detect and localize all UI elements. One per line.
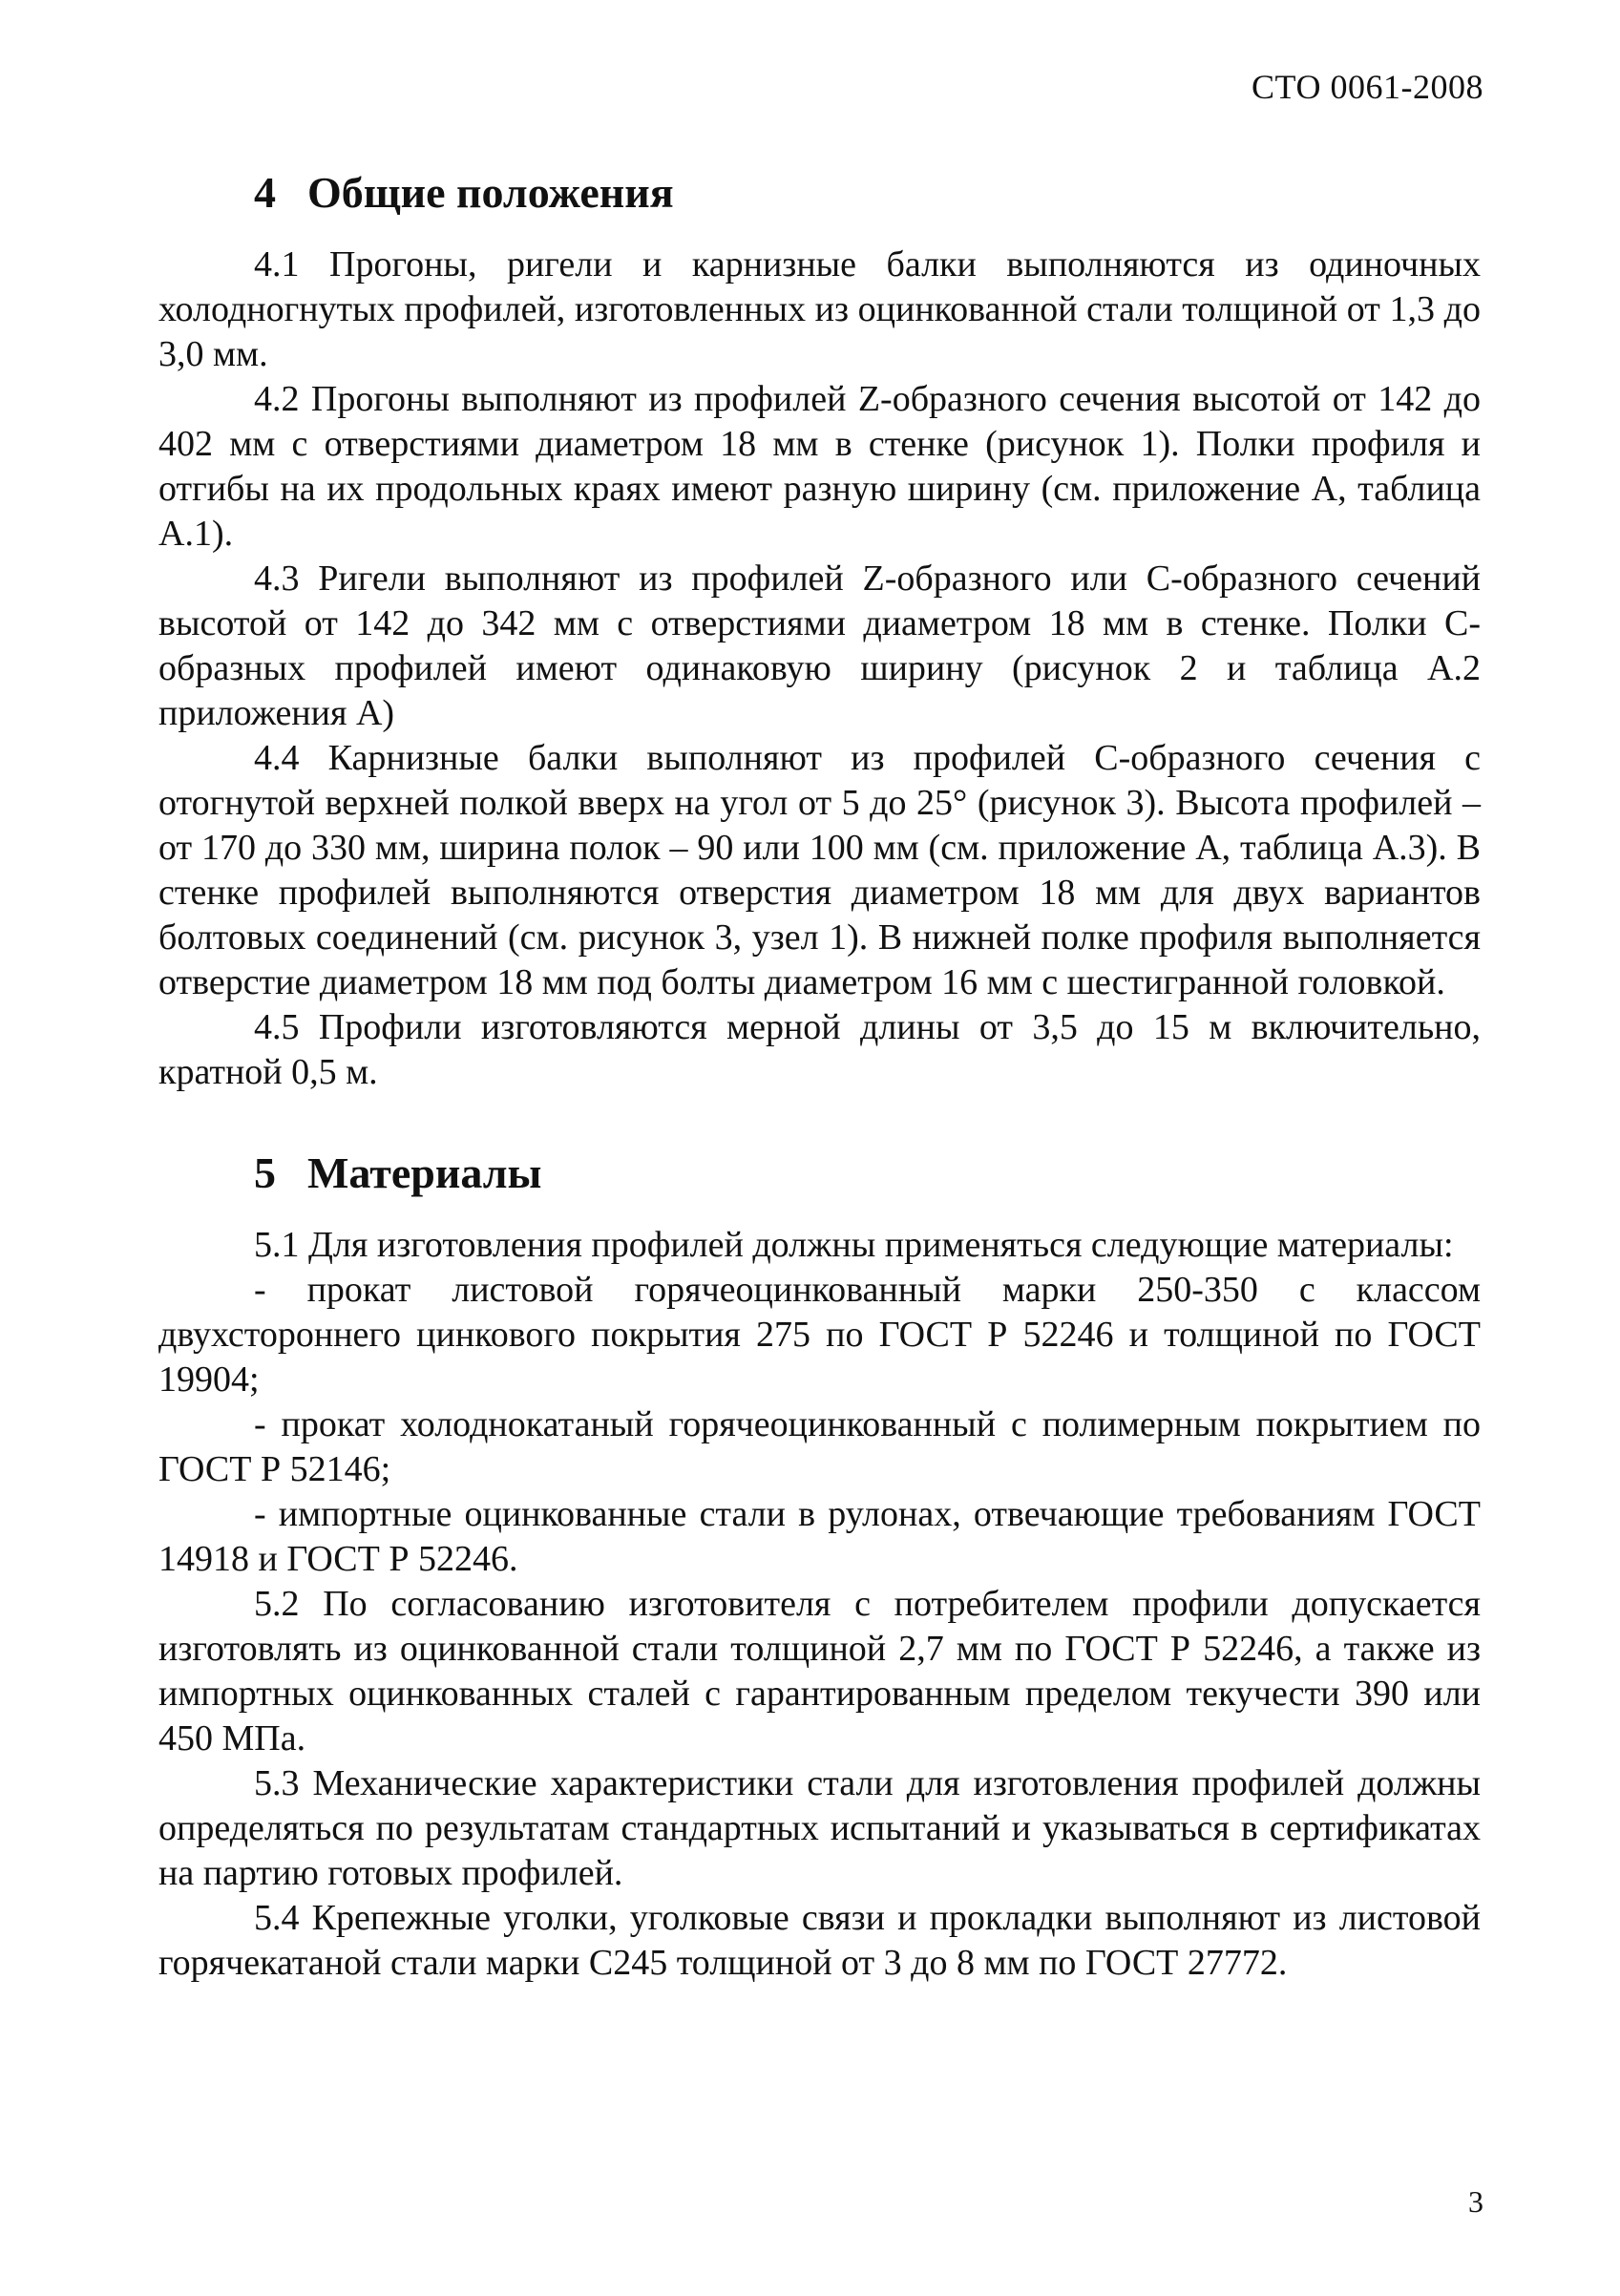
paragraph-5-3: 5.3 Механические характеристики стали для изготовления профилей должны определяться по результатам стандартных испытаний и указываться в сертификатах на партию готовых профилей. (158, 1763, 1481, 1893)
paragraph-5-1: 5.1 Для изготовления профилей должны применяться следующие материалы: (254, 1225, 1454, 1265)
section-number: 4 (254, 168, 276, 217)
paragraph-4-1: 4.1 Прогоны, ригели и карнизные балки выполняются из одиночных холодногнутых профилей, изготовленных из оцинкованной стали толщиной от 1,3 до 3,0 мм. (158, 244, 1481, 374)
list-item-material: - прокат холоднокатаный горячеоцинкованный с полимерным покрытием по ГОСТ Р 52146; (158, 1404, 1481, 1489)
page-number: 3 (1468, 2184, 1483, 2219)
paragraph-4-4: 4.4 Карнизные балки выполняют из профилей С-образного сечения с отогнутой верхней полкой вверх на угол от 5 до 25° (рисунок 3). Высота профилей – от 170 до 330 мм, ширина полок – 90 или 100 мм (см. приложение А, таблица А.3). В стенке профилей выполняются отверстия диаметром 18 мм для двух вариантов болтовых соединений (см. рисунок 3, узел 1). В нижней полке профиля выполняется отверстие диаметром 18 мм под болты диаметром 16 мм с шестигранной головкой. (158, 738, 1481, 1002)
section-title: Материалы (307, 1148, 542, 1197)
paragraph-5-4: 5.4 Крепежные уголки, уголковые связи и прокладки выполняют из листовой горячекатаной стали марки С245 толщиной от 3 до 8 мм по ГОСТ 27772. (158, 1898, 1481, 1983)
paragraph-4-3: 4.3 Ригели выполняют из профилей Z-образного или С-образного сечений высотой от 142 до 342 мм с отверстиями диаметром 18 мм в стенке. Полки С-образных профилей имеют одинаковую ширину (рисунок 2 и таблица А.2 приложения А) (158, 558, 1481, 733)
paragraph-4-2: 4.2 Прогоны выполняют из профилей Z-образного сечения высотой от 142 до 402 мм с отверстиями диаметром 18 мм в стенке (рисунок 1). Полки профиля и отгибы на их продольных краях имеют разную ширину (см. приложение А, таблица А.1). (158, 379, 1481, 554)
document-code: СТО 0061-2008 (1251, 68, 1483, 106)
section-number: 5 (254, 1148, 276, 1197)
section-materials (158, 1145, 1481, 1986)
section-heading (158, 164, 1481, 221)
section-general-provisions (158, 164, 1481, 1095)
page-content (158, 164, 1481, 1986)
section-title: Общие положения (307, 168, 674, 217)
paragraph-5-2: 5.2 По согласованию изготовителя с потребителем профили допускается изготовлять из оцинкованной стали толщиной 2,7 мм по ГОСТ Р 52246, а также из импортных оцинкованных сталей с гарантированным пределом текучести 390 или 450 МПа. (158, 1584, 1481, 1759)
list-item-material: - прокат листовой горячеоцинкованный марки 250-350 с классом двухстороннего цинкового покрытия 275 по ГОСТ Р 52246 и толщиной по ГОСТ 19904; (158, 1270, 1481, 1400)
section-heading (158, 1145, 1481, 1202)
list-item-material: - импортные оцинкованные стали в рулонах, отвечающие требованиям ГОСТ 14918 и ГОСТ Р 52246. (158, 1494, 1481, 1579)
paragraph-4-5: 4.5 Профили изготовляются мерной длины от 3,5 до 15 м включительно, кратной 0,5 м. (158, 1007, 1481, 1092)
